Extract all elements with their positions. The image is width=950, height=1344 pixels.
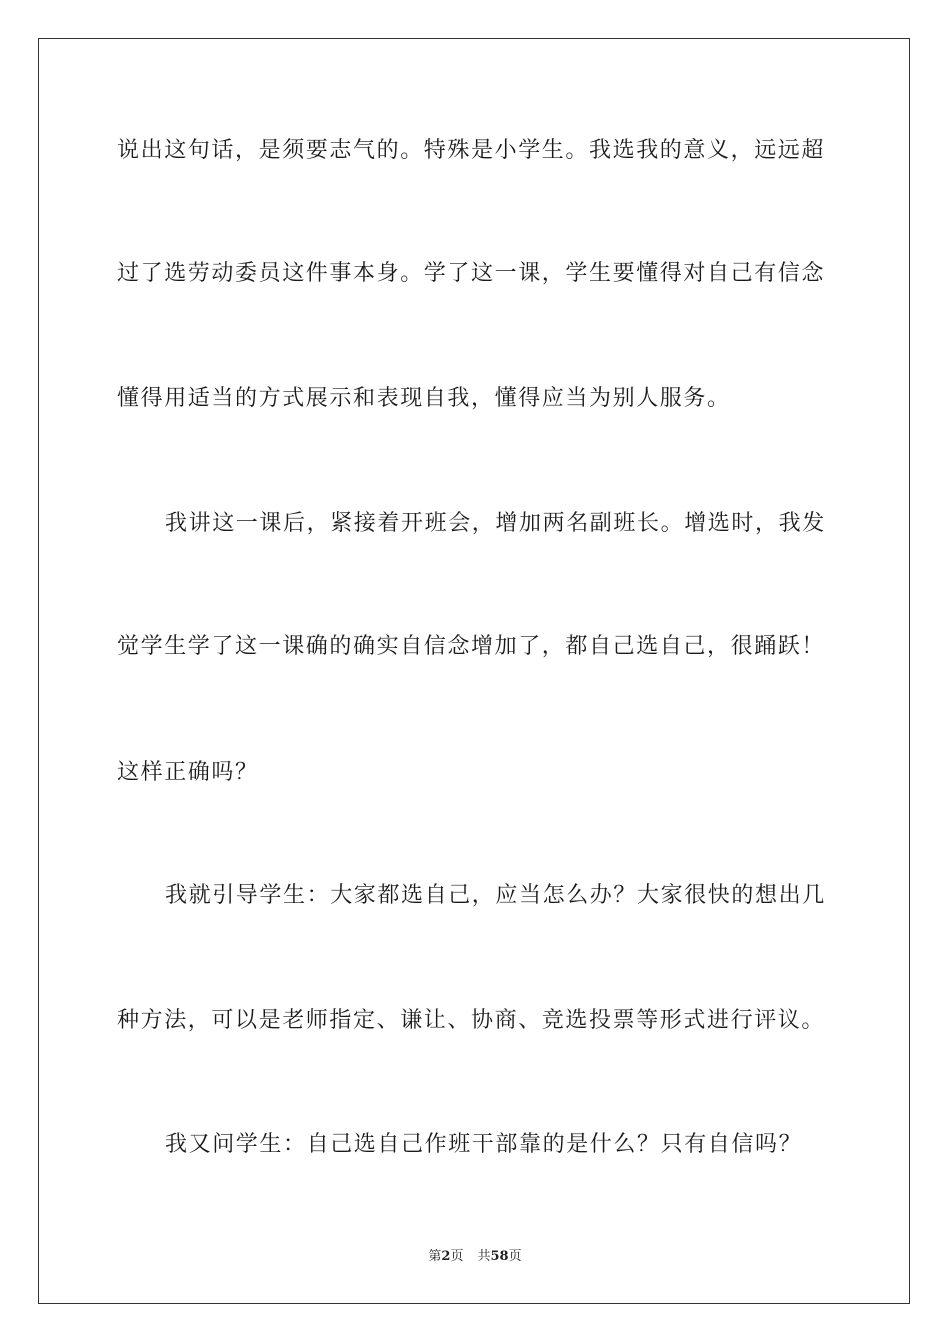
paragraph-line: 觉学生学了这一课确的确实自信念增加了，都自己选自己，很踊跃！	[117, 634, 826, 659]
paragraph-line: 说出这句话，是须要志气的。特殊是小学生。我选我的意义，远远超	[117, 138, 826, 163]
paragraph-line: 我就引导学生：大家都选自己，应当怎么办？大家很快的想出几	[165, 883, 826, 908]
page-border	[38, 38, 910, 1304]
paragraph-line: 我又问学生：自己选自己作班干部靠的是什么？只有自信吗？	[165, 1132, 803, 1157]
page-prefix: 第	[428, 1249, 442, 1264]
total-pages: 58	[490, 1249, 509, 1264]
total-suffix: 页	[508, 1249, 522, 1264]
paragraph-line: 过了选劳动委员这件事本身。学了这一课，学生要懂得对自己有信念	[117, 261, 826, 286]
paragraph-line: 这样正确吗？	[117, 760, 259, 785]
paragraph-line: 种方法，可以是老师指定、谦让、协商、竞选投票等形式进行评议。	[117, 1008, 826, 1033]
page-suffix: 页	[450, 1249, 464, 1264]
paragraph-line: 懂得用适当的方式展示和表现自我，懂得应当为别人服务。	[117, 386, 731, 411]
total-prefix: 共	[477, 1249, 491, 1264]
paragraph-line: 我讲这一课后，紧接着开班会，增加两名副班长。增选时，我发	[165, 511, 826, 536]
page-number: 2	[441, 1249, 451, 1264]
page-footer	[0, 1248, 950, 1266]
